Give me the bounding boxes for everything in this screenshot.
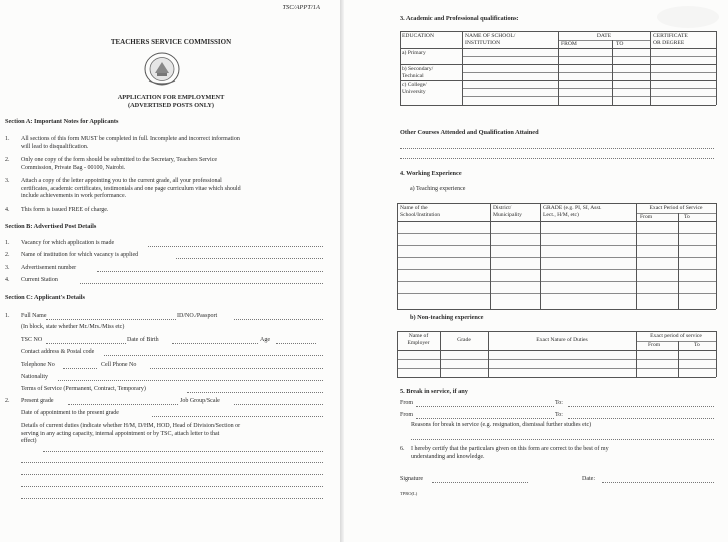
col-to: To [694,342,700,348]
job-group-field[interactable] [234,404,323,405]
tsc-seal-logo [143,51,181,87]
form-reference-code: TSC/APPT/1A [282,4,320,11]
col-date: DATE [596,33,612,39]
col-exact-period: Exact Period of Service [649,205,703,211]
appointment-date-label: Date of appointment to the present grade [21,410,119,416]
break-reasons-label: Reasons for break in service (e.g. resignation, dismissal further studies etc) [411,422,592,428]
col-school-line: NAME OF SCHOOL/ [465,33,516,39]
teaching-experience-label: a) Teaching experience [410,186,466,192]
full-name-field[interactable] [46,319,176,320]
institution-label: Name of institution for which vacancy is applied [21,252,139,258]
note-text [21,178,327,201]
col-cert-line: OR DEGREE [653,39,685,46]
nationality-label: Nationality [21,374,48,380]
col-grade [543,205,602,218]
section-c-heading: Section C: Applicant's Details [5,294,85,301]
signature-field[interactable] [432,482,528,483]
col-school-name-line: School/Institution [400,211,441,218]
note-text [21,136,327,151]
footer-code: TPRO(L) [400,491,418,496]
appointment-date-field[interactable] [152,416,323,417]
age-field[interactable] [276,343,316,344]
contact-label: Contact address & Postal code [21,349,95,355]
date-label: Date: [582,476,595,482]
note-number: 4. [5,207,10,213]
row-college-line: c) College/ [402,82,427,88]
vacancy-label: Vacancy for which application is made [21,240,115,246]
non-teaching-experience-label: b) Non-teaching experience [410,314,484,321]
tsc-no-field[interactable] [46,343,126,344]
note-line: include achievements in work performance. [21,193,127,199]
contact-field[interactable] [104,355,323,356]
col-to: To [684,214,690,220]
section-5-heading: 5. Break in service, if any [400,388,468,395]
col-grade-line: Lect., H/M, etc) [543,211,579,218]
form-page-right [344,0,728,542]
job-group-label: Job Group/Scale [180,398,220,404]
item-number: 6. [400,446,405,452]
col-education: EDUCATION [402,33,435,39]
note-line: Attach a copy of the letter appointing you to the current grade, all your professional [21,178,222,184]
full-name-label: Full Name [21,313,47,319]
present-grade-label: Present grade [21,398,54,404]
section-3-heading: 3. Academic and Professional qualifications: [400,15,519,22]
note-line: All sections of this form MUST be completed in full. Incomplete and incorrect information [21,136,240,142]
advert-number-label: Advertisement number [21,265,77,271]
form-subtitle: (ADVERTISED POSTS ONLY) [128,102,214,109]
col-to: TO [616,41,624,47]
col-district-line: District/ [493,205,512,211]
age-label: Age [260,337,270,343]
telephone-field[interactable] [63,368,97,369]
note-number: 3. [5,178,10,184]
note-line: Only one copy of the form should be submitted to the Secretary, Teachers Service [21,157,218,163]
duties-field[interactable] [43,451,323,452]
other-courses-field[interactable] [400,158,714,159]
duties-line: serving in any acting capacity, internal appointment or by TSC, attach letter to that [21,430,220,437]
note-line: will lead to disqualification. [21,143,89,150]
terms-label: Terms of Service (Permanent, Contract, Temporary) [21,386,146,392]
col-duties: Exact Nature of Duties [536,337,588,343]
break-reasons-field[interactable] [411,439,714,440]
col-district [493,205,522,218]
note-text: This form is issued FREE of charge. [21,207,109,213]
note-number: 2. [5,157,10,163]
row-college-line: University [402,88,426,95]
duties-field[interactable] [21,474,323,475]
faint-stamp-mark [657,6,719,28]
terms-field[interactable] [187,392,323,393]
col-from: FROM [561,41,577,47]
item-number: 3. [5,265,10,271]
other-courses-heading: Other Courses Attended and Qualification Attained [400,129,539,136]
col-school-name [400,205,440,218]
col-from: From [648,342,661,348]
title-note: (In block, state whether Mr./Mrs./Miss etc) [21,324,125,330]
signature-label: Signature [400,476,423,482]
break-to-label: To: [555,400,563,406]
row-secondary-line: Technical [402,72,424,79]
row-primary: a) Primary [402,50,426,56]
col-employer-line: Name of [408,333,429,339]
present-grade-field[interactable] [68,404,178,405]
institution-field[interactable] [176,258,323,259]
duties-field[interactable] [21,462,323,463]
col-district-line: Municipality [493,211,522,218]
break-to-field[interactable] [568,406,714,407]
break-to-field[interactable] [568,418,714,419]
id-passport-field[interactable] [234,319,323,320]
date-field[interactable] [602,482,714,483]
col-school [465,33,515,46]
dob-field[interactable] [172,343,258,344]
duties-text [21,423,327,446]
advert-number-field[interactable] [97,271,323,272]
item-number: 1. [5,313,10,319]
id-passport-label: ID/NO./Passport [177,313,218,319]
nationality-field[interactable] [58,380,323,381]
break-from-label: From [400,400,414,406]
duties-field[interactable] [21,498,323,499]
break-to-label: To: [555,412,563,418]
dob-label: Date of Birth [127,337,159,343]
item-number: 1. [5,240,10,246]
break-from-field[interactable] [416,406,554,407]
form-title: APPLICATION FOR EMPLOYMENT [117,94,225,101]
row-secondary-line: b) Secondary/ [402,66,434,72]
telephone-label: Telephone No [21,362,55,368]
form-page-left [0,0,342,542]
section-b-heading: Section B: Advertised Post Details [5,223,97,230]
col-employer [397,333,440,346]
item-number: 4. [5,277,10,283]
note-text [21,157,327,172]
cell-field[interactable] [150,368,323,369]
col-exact-period: Exact period of service [650,333,702,339]
row-college [402,82,427,95]
break-from-label: From [400,412,414,418]
col-cert-line: CERTIFICATE [653,33,688,39]
item-number: 2. [5,252,10,258]
item-number: 2. [5,398,10,404]
duties-line: Details of current duties (indicate whether H/M, D/HM, HOD, Head of Division/Section or [21,423,241,429]
col-grade: Grade [457,337,471,343]
vacancy-field[interactable] [148,246,323,247]
other-courses-field[interactable] [400,148,714,149]
break-from-field[interactable] [416,418,554,419]
col-employer-line: Employer [407,339,430,346]
certification-line: I hereby certify that the particulars given on this form are correct to the best of my [411,446,609,452]
current-station-field[interactable] [80,283,323,284]
certification-line: understanding and knowledge. [411,453,485,460]
section-4-heading: 4. Working Experience [400,170,462,177]
duties-field[interactable] [21,486,323,487]
tsc-no-label: TSC NO [21,337,43,343]
col-grade-line: GRADE (e.g. PI, SI, Asst. [543,205,602,211]
organization-name: TEACHERS SERVICE COMMISSION [110,38,232,46]
row-secondary [402,66,433,79]
note-line: Commission, Private Bag - 00100, Nairobi. [21,164,126,171]
col-from: From [640,214,653,220]
cell-label: Cell Phone No [101,362,137,368]
col-school-line: INSTITUTION [465,39,501,46]
certification-text [411,446,717,461]
note-line: certificates, academic certificates, testimonials and one page curriculum vitae which should [21,185,241,192]
note-number: 1. [5,136,10,142]
section-a-heading: Section A: Important Notes for Applicants [5,118,119,125]
current-station-label: Current Station [21,277,58,283]
col-school-name-line: Name of the [400,205,428,211]
duties-line: effect) [21,438,37,444]
col-certificate [653,33,688,46]
